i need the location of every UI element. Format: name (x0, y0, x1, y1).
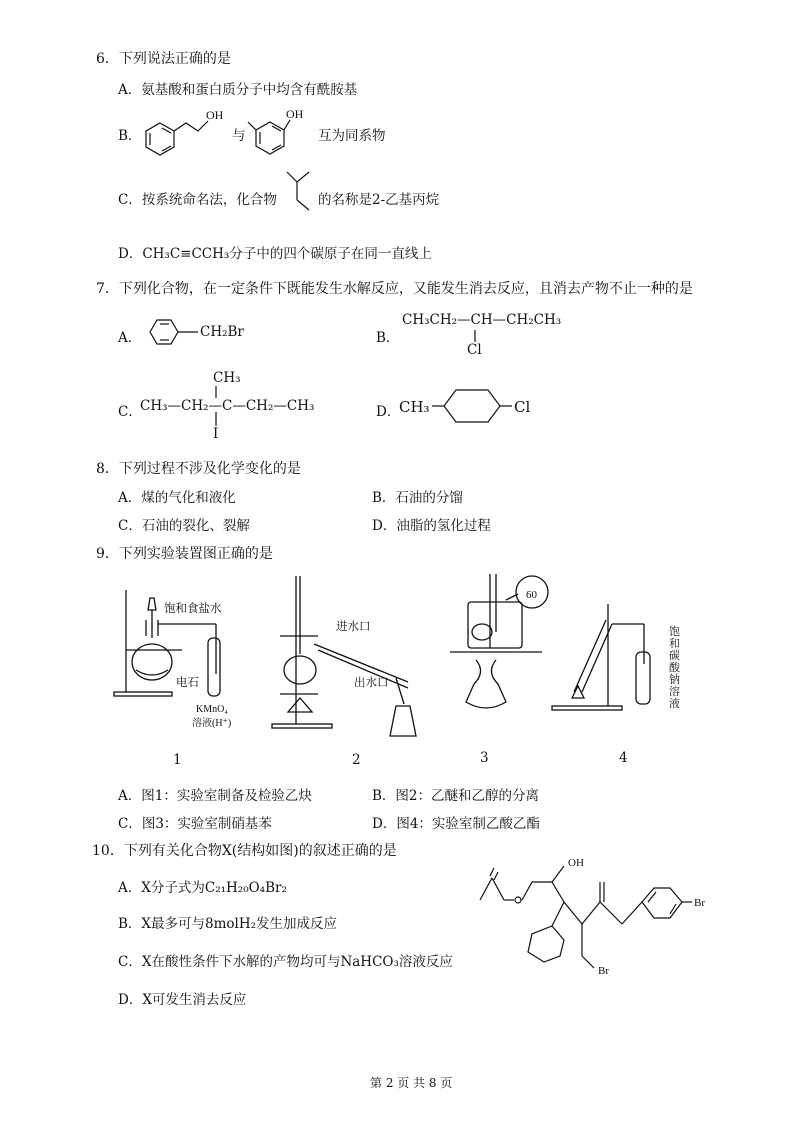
fig-number-3: 3 (480, 750, 489, 766)
q6-option-c-post: 的名称是2-乙基丙烷 (318, 192, 440, 208)
fig4-label-sodium-carbonate: 饱和碳酸钠溶液 (669, 625, 680, 710)
q8-option-d: D．油脂的氢化过程 (372, 518, 491, 534)
svg-text:Br: Br (598, 965, 609, 977)
q7-b-label: B． (376, 330, 400, 346)
q6-b-tail: 互为同系物 (318, 128, 386, 144)
b-oh-label-1: OH (206, 108, 224, 122)
q7-b-chain: CH₃CH₂—CH—CH₂CH₃ (402, 312, 562, 328)
q7-c-bottom: I (213, 426, 219, 442)
q7-d-left: CH₃ (399, 398, 430, 416)
q7-a-group: CH₂Br (200, 324, 244, 340)
q10-option-a: A．X分子式为C₂₁H₂₀O₄Br₂ (118, 880, 287, 896)
svg-text:Br: Br (694, 897, 705, 909)
fig-number-1: 1 (173, 752, 182, 768)
q9-option-b: B．图2：乙醚和乙醇的分离 (372, 788, 540, 804)
q9-option-c: C．图3：实验室制硝基苯 (118, 816, 272, 832)
apparatus-figure-2 (270, 574, 430, 734)
q7-c-top: CH₃ (213, 370, 241, 386)
fig2-label-inlet: 进水口 (336, 621, 371, 633)
q10-stem: 10．下列有关化合物X(结构如图)的叙述正确的是 (92, 843, 397, 859)
compound-x-structure (470, 852, 720, 982)
apparatus-figure-1 (112, 588, 242, 738)
q6-option-a: A．氨基酸和蛋白质分子中均含有酰胺基 (118, 82, 358, 98)
fig1-label-solution: 溶液(H⁺) (192, 718, 232, 729)
q7-c-label: C． (118, 404, 142, 420)
page-footer: 第 2 页 共 8 页 (370, 1076, 453, 1090)
q6-b-with: 与 (232, 128, 246, 144)
fig-number-4: 4 (619, 750, 628, 766)
q10-option-d: D．X可发生消去反应 (118, 992, 247, 1008)
q7-b-cl: Cl (467, 342, 482, 358)
q8-option-c: C．石油的裂化、裂解 (118, 518, 250, 534)
q7-a-label: A． (118, 330, 142, 346)
q8-option-b: B．石油的分馏 (372, 490, 463, 506)
q7-c-chain: CH₃—CH₂—C—CH₂—CH₃ (140, 398, 315, 414)
fig-number-2: 2 (352, 752, 361, 768)
fig2-label-outlet: 出水口 (354, 677, 389, 689)
q6-option-b-label: B． (118, 128, 142, 144)
q7-d-right: Cl (514, 398, 531, 416)
q6-option-c-pre: C．按系统命名法，化合物 (118, 192, 277, 208)
branched-alkane-structure (283, 168, 315, 218)
q8-stem: 8．下列过程不涉及化学变化的是 (96, 461, 301, 477)
q10-option-b: B．X最多可与8molH₂发生加成反应 (118, 916, 338, 932)
q10-option-c: C．X在酸性条件下水解的产物均可与NaHCO₃溶液反应 (118, 954, 453, 970)
q7-stem: 7．下列化合物，在一定条件下既能发生水解反应，又能发生消去反应，且消去产物不止一种的是 (96, 281, 693, 297)
cresol-structure (246, 108, 306, 163)
svg-text:OH: OH (568, 857, 584, 869)
svg-text:OH: OH (286, 107, 304, 121)
fig1-label-kmno4: KMnO₄ (196, 704, 228, 715)
apparatus-figure-4 (548, 602, 688, 714)
q9-option-d: D．图4：实验室制乙酸乙酯 (372, 816, 540, 832)
fig1-label-saltwater: 饱和食盐水 (164, 603, 222, 615)
q9-stem: 9．下列实验装置图正确的是 (96, 546, 273, 562)
q6-option-d: D．CH₃C≡CCH₃分子中的四个碳原子在同一直线上 (118, 246, 432, 262)
q6-stem: 6．下列说法正确的是 (96, 51, 231, 67)
q8-option-a: A．煤的气化和液化 (118, 490, 236, 506)
fig3-label-temperature: 60 (526, 589, 537, 601)
phenylethanol-structure (140, 105, 230, 160)
q9-option-a: A．图1：实验室制备及检验乙炔 (118, 788, 312, 804)
fig1-label-carbide: 电石 (176, 677, 199, 689)
q7-d-label: D． (376, 404, 401, 420)
cyclohexane-ring (432, 386, 522, 428)
